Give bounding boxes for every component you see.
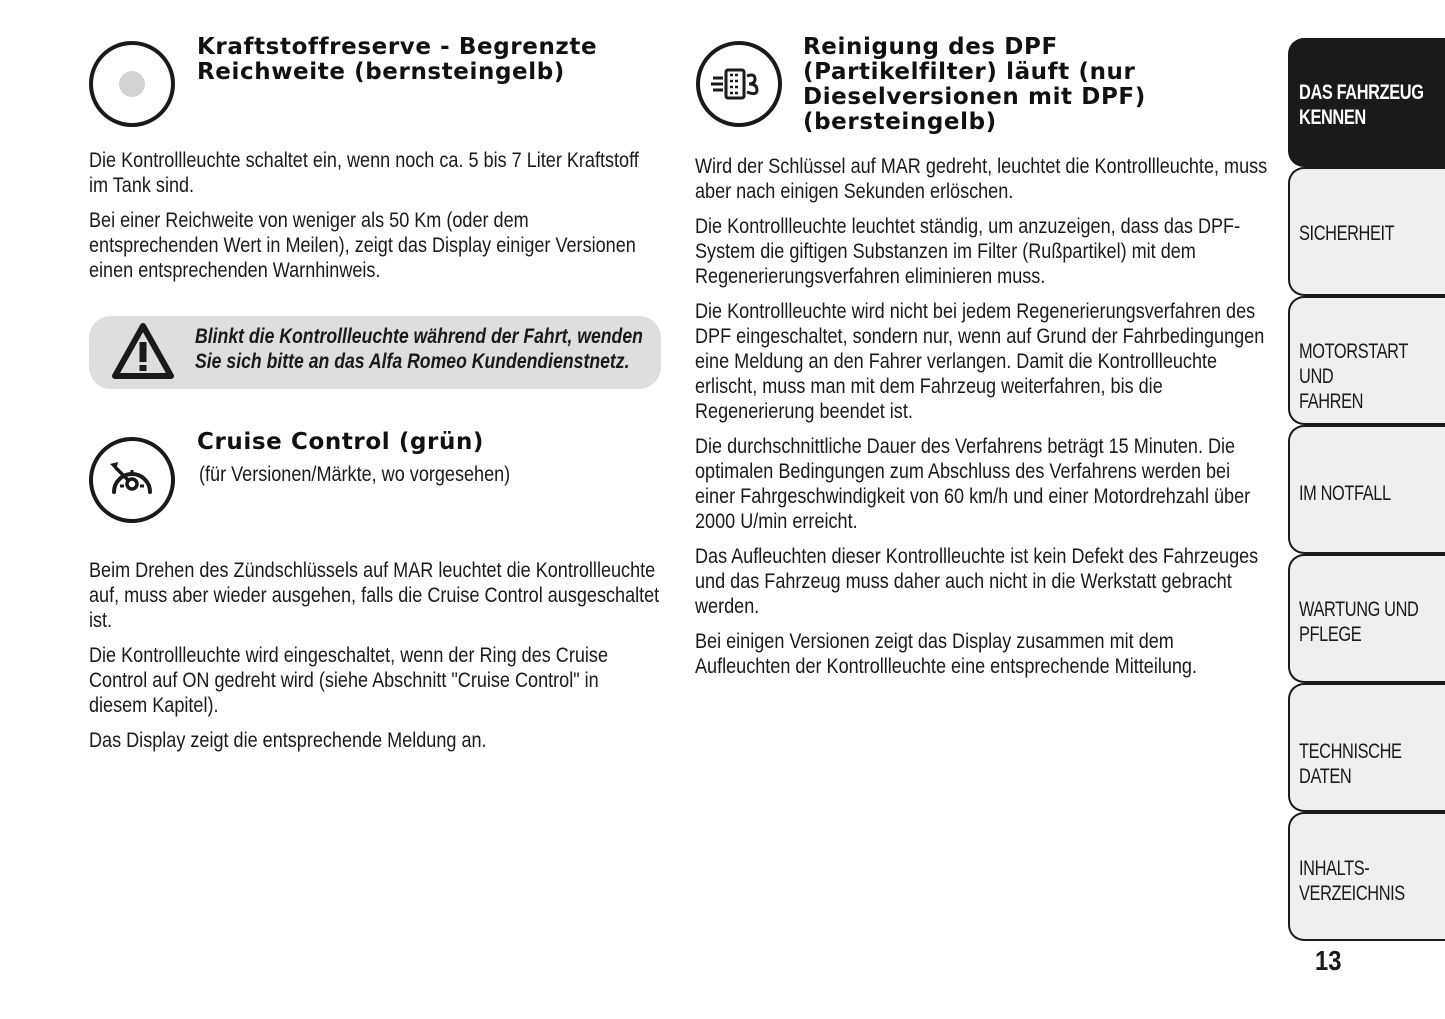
warning-callout xyxy=(89,316,661,389)
tab-wartung-und-pflege[interactable] xyxy=(1288,554,1445,683)
cruise-control-subtitle: (für Versionen/Märkte, wo vorgesehen) xyxy=(199,463,511,486)
warning-triangle-icon xyxy=(111,322,175,380)
cruise-control-icon xyxy=(89,437,175,523)
paragraph: Die Kontrollleuchte wird nicht bei jedem Regenerierungsverfahren des DPF eingeschaltet, sondern nur, wenn auf Grund der Fahrbedingungen eine Meldung an den Fahrer verlangen. Damit die Kontrollleuchte erlischt, muss man mit dem Fahrzeug weiterfahren, bis die Regenerierung beendet ist. xyxy=(695,300,1265,423)
tab-label: MOTORSTART UND FAHREN xyxy=(1299,340,1408,413)
tab-label: SICHERHEIT xyxy=(1299,222,1395,245)
fuel-reserve-lamp-icon xyxy=(89,41,175,127)
paragraph: Die durchschnittliche Dauer des Verfahrens beträgt 15 Minuten. Die optimalen Bedingungen zum Abschluss des Verfahrens werden bei einer Fahrgeschwindigkeit von 60 km/h und einer Motordrehzahl über 2000 U/min erreicht. xyxy=(695,435,1251,533)
tab-inhaltsverzeichnis[interactable] xyxy=(1288,812,1445,941)
tab-im-notfall[interactable] xyxy=(1288,425,1445,554)
paragraph: Die Kontrollleuchte leuchtet ständig, um anzuzeigen, dass das DPF-System die giftigen Substanzen im Filter (Rußpartikel) mit dem Regenerierungsverfahren eliminieren muss. xyxy=(695,215,1241,288)
warning-text: Blinkt die Kontrollleuchte während der Fahrt, wenden Sie sich bitte an das Alfa Romeo Kundendienstnetz. xyxy=(195,325,643,373)
paragraph: Wird der Schlüssel auf MAR gedreht, leuchtet die Kontrollleuchte, muss aber nach einigen Sekunden erlöschen. xyxy=(695,155,1268,203)
tab-technische-daten[interactable] xyxy=(1288,683,1445,812)
tab-label: WARTUNG UND PFLEGE xyxy=(1299,598,1419,646)
tab-motorstart-und-fahren[interactable] xyxy=(1288,296,1445,425)
cruise-control-heading: Cruise Control (grün) xyxy=(197,429,485,455)
dpf-body xyxy=(695,154,1271,689)
paragraph: Das Display zeigt die entsprechende Meldung an. xyxy=(89,729,487,752)
paragraph: Bei einigen Versionen zeigt das Display zusammen mit dem Aufleuchten der Kontrollleuchte eine entsprechende Mitteilung. xyxy=(695,630,1197,678)
paragraph: Beim Drehen des Zündschlüssels auf MAR leuchtet die Kontrollleuchte auf, muss aber wieder ausgehen, falls die Cruise Control ausgeschaltet ist. xyxy=(89,559,660,632)
tab-das-fahrzeug-kennen[interactable] xyxy=(1288,38,1445,167)
dpf-heading: Reinigung des DPF (Partikelfilter) läuft (nur Dieselversionen mit DPF) (bersteingelb) xyxy=(803,34,1146,135)
tab-label: IM NOTFALL xyxy=(1299,482,1391,505)
tab-label: DAS FAHRZEUG KENNEN xyxy=(1299,81,1424,129)
cruise-control-body xyxy=(89,558,661,763)
tab-label: INHALTS- VERZEICHNIS xyxy=(1299,857,1405,905)
paragraph: Die Kontrollleuchte schaltet ein, wenn noch ca. 5 bis 7 Liter Kraftstoff im Tank sind. xyxy=(89,149,639,197)
page-number: 13 xyxy=(1315,945,1342,976)
paragraph: Die Kontrollleuchte wird eingeschaltet, wenn der Ring des Cruise Control auf ON gedreht wird (siehe Abschnitt "Cruise Control" in diesem Kapitel). xyxy=(89,644,608,717)
fuel-reserve-body xyxy=(89,148,661,293)
tab-label: TECHNISCHE DATEN xyxy=(1299,740,1402,788)
paragraph: Bei einer Reichweite von weniger als 50 Km (oder dem entsprechenden Wert in Meilen), zeigt das Display einiger Versionen einen entsprechenden Warnhinweis. xyxy=(89,209,636,282)
dpf-filter-icon xyxy=(696,41,782,127)
paragraph: Das Aufleuchten dieser Kontrollleuchte ist kein Defekt des Fahrzeuges und das Fahrzeug muss daher auch nicht in die Werkstatt gebracht werden. xyxy=(695,545,1259,618)
tab-sicherheit[interactable] xyxy=(1288,167,1445,296)
fuel-reserve-heading: Kraftstoffreserve - Begrenzte Reichweite (bernsteingelb) xyxy=(197,34,598,85)
